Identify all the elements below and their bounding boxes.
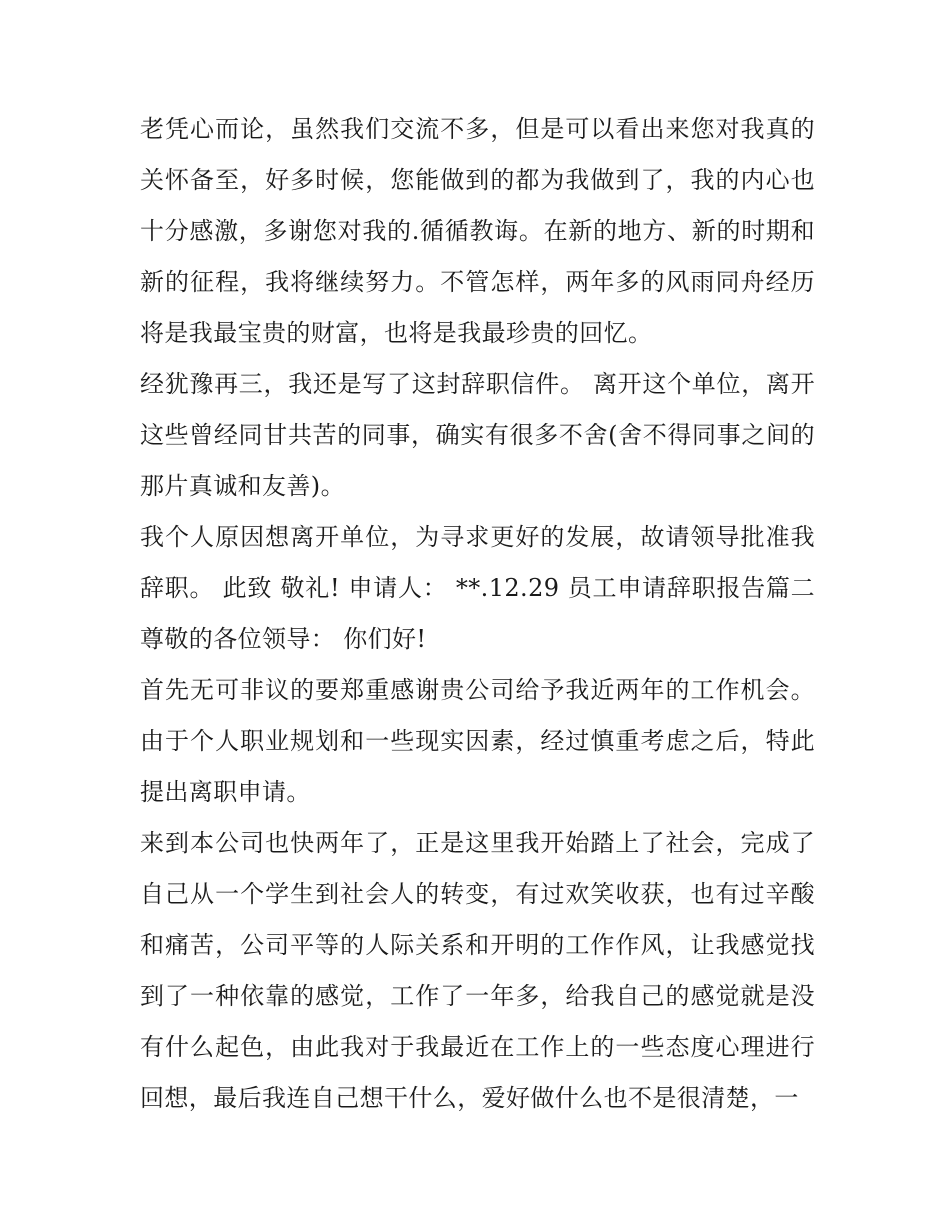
paragraph-2: 经犹豫再三，我还是写了这封辞职信件。 离开这个单位，离开这些曾经同甘共苦的同事，确实有很多不舍(舍不得同事之间的那片真诚和友善)。 — [140, 370, 815, 500]
paragraph-5: 来到本公司也快两年了，正是这里我开始踏上了社会，完成了自己从一个学生到社会人的转变，有过欢笑收获，也有过辛酸和痛苦，公司平等的人际关系和开明的工作作风，让我感觉找到了一种依靠的感觉，工作了一年多，给我自己的感觉就是没有什么起色，由此我对于我最近在工作上的一些态度心理进行回想，最后我连自己想干什么，爱好做什么也不是很清楚，一 — [140, 829, 815, 1112]
paragraph-3: 我个人原因想离开单位，为寻求更好的发展，故请领导批准我辞职。 此致 敬礼! 申请人： **.12.29 员工申请辞职报告篇二 尊敬的各位领导： 你们好! — [140, 523, 815, 653]
paragraph-1: 老凭心而论，虽然我们交流不多，但是可以看出来您对我真的关怀备至，好多时候，您能做到的都为我做到了，我的内心也十分感激，多谢您对我的.循循教诲。在新的地方、新的时期和新的征程，我将继续努力。不管怎样，两年多的风雨同舟经历将是我最宝贵的财富，也将是我最珍贵的回忆。 — [140, 115, 815, 347]
paragraph-4: 首先无可非议的要郑重感谢贵公司给予我近两年的工作机会。由于个人职业规划和一些现实因素，经过慎重考虑之后，特此提出离职申请。 — [140, 676, 815, 806]
document-body — [140, 104, 815, 1124]
